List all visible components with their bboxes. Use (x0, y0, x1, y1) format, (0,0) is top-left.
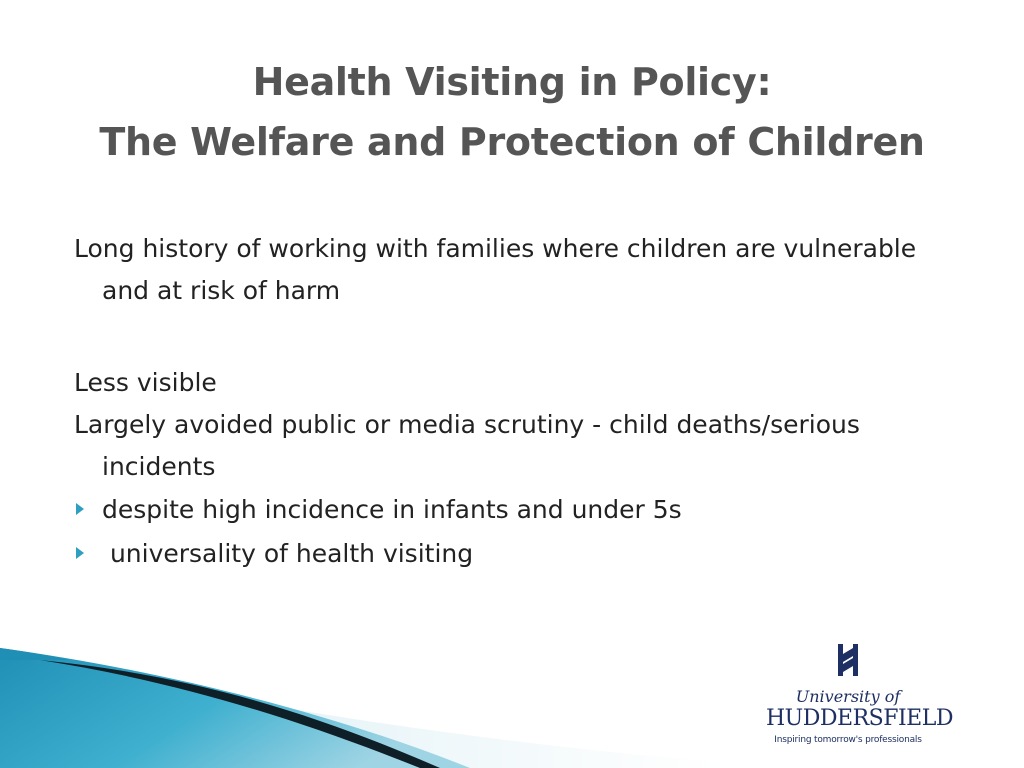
bullet-text: despite high incidence in infants and under 5s (102, 495, 682, 524)
bullet-item-universality (74, 532, 964, 576)
slide-title (0, 52, 1024, 172)
logo-line-huddersfield: HUDDERSFIELD (766, 706, 953, 731)
body-paragraph-scrutiny: Largely avoided public or media scrutiny - child deaths/serious incidents (74, 410, 860, 481)
university-crest-icon (834, 642, 862, 678)
decorative-swoosh (0, 630, 720, 768)
bullet-item-incidence (74, 488, 964, 532)
slide-title-line-1: Health Visiting in Policy: (252, 60, 772, 104)
bullet-arrow-icon (76, 503, 84, 515)
slide-body (74, 228, 964, 576)
slide-title-line-2: The Welfare and Protection of Children (99, 120, 925, 164)
bullet-arrow-icon (76, 547, 84, 559)
paragraph-spacer (74, 312, 964, 362)
bullet-text: universality of health visiting (102, 539, 474, 568)
body-paragraph-history: Long history of working with families where children are vulnerable and at risk of harm (74, 234, 917, 305)
logo-line-university-of: University of (795, 687, 901, 706)
university-logo (766, 640, 953, 752)
body-paragraph-less-visible: Less visible (74, 368, 217, 397)
logo-tagline: Inspiring tomorrow's professionals (774, 735, 922, 745)
